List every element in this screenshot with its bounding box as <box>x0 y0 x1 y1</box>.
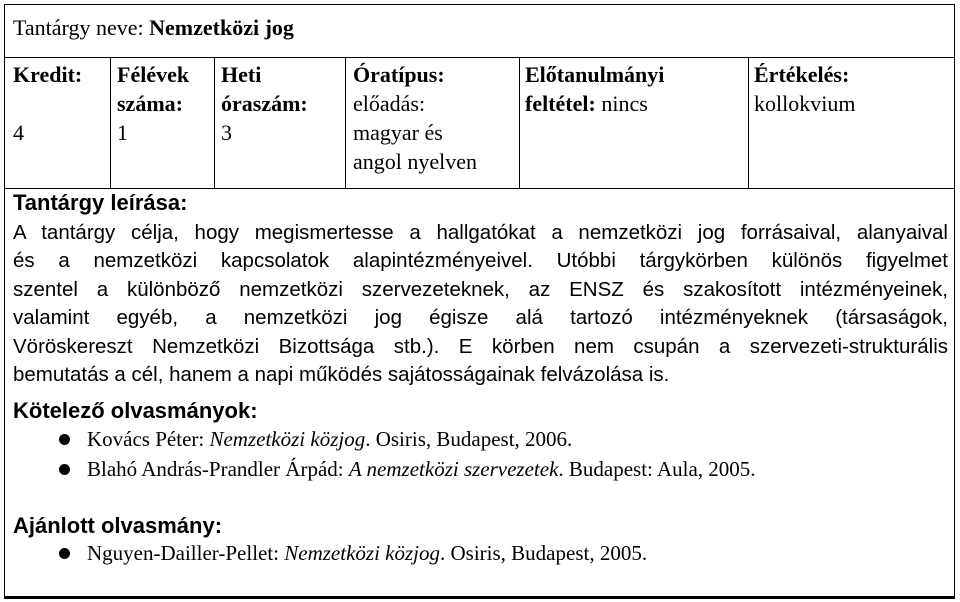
description-line: Vöröskereszt Nemzetközi Bizottsága stb.). E körben nem csupán a szervezeti-strukturális <box>13 334 948 358</box>
credit-cell <box>13 60 109 188</box>
type-label: Óratípus: <box>353 62 445 87</box>
credit-value: 4 <box>13 120 24 145</box>
description-line: bemutatás a cél, hanem a napi működés sajátosságainak felvázolása is. <box>13 363 670 387</box>
semester-cell <box>117 60 213 188</box>
bottom-rule <box>4 596 955 599</box>
description-line: valamint egyéb, a nemzetközi jog égisze alá tartozó intézményeknek (társaságok, <box>13 306 948 330</box>
required-readings-list <box>5 424 756 484</box>
reading-publisher: . Budapest: Aula, 2005. <box>558 457 756 481</box>
credit-label: Kredit: <box>13 62 83 87</box>
bullet-icon <box>59 464 70 475</box>
course-name-row <box>5 5 954 58</box>
list-item <box>5 424 756 454</box>
divider <box>519 58 520 188</box>
divider <box>110 58 111 188</box>
divider <box>345 58 346 188</box>
reading-title: A nemzetközi szervezetek <box>348 457 559 481</box>
bullet-icon <box>59 434 70 445</box>
reading-author: Kovács Péter: <box>87 427 210 451</box>
divider <box>214 58 215 188</box>
description-line: A tantárgy célja, hogy megismertesse a hallgatókat a nemzetközi jog forrásaival, alanyaival <box>13 221 948 244</box>
reading-author: Nguyen-Dailler-Pellet: <box>87 541 285 565</box>
course-name-value: Nemzetközi jog <box>149 15 294 40</box>
type-value-1: előadás: <box>353 91 426 116</box>
prerequisite-cell <box>525 60 745 188</box>
weekly-label-1: Heti <box>221 62 262 87</box>
weekly-hours-cell <box>221 60 341 188</box>
evaluation-cell <box>754 60 950 188</box>
course-name <box>13 15 294 41</box>
reading-title: Nemzetközi közjog <box>209 427 366 451</box>
required-readings-heading: Kötelező olvasmányok: <box>13 398 258 423</box>
description-heading: Tantárgy leírása: <box>13 190 188 215</box>
description-text <box>13 219 948 389</box>
header-bottom-rule <box>5 188 954 189</box>
type-value-3: angol nyelven <box>353 149 478 174</box>
description-line: és a nemzetközi kapcsolatok alapintézményeivel. Utóbbi tárgykörben különös figyelmet <box>13 249 948 273</box>
course-name-label: Tantárgy neve: <box>13 15 144 40</box>
reading-author: Blahó András-Prandler Árpád: <box>87 457 349 481</box>
recommended-reading-heading: Ajánlott olvasmány: <box>13 513 223 538</box>
prereq-value: nincs <box>601 91 648 116</box>
divider <box>748 58 749 188</box>
prereq-label-1: Előtanulmányi <box>525 62 665 87</box>
prereq-label-2: feltétel: <box>525 91 596 116</box>
type-value-2: magyar és <box>353 120 443 145</box>
recommended-reading-list <box>5 538 647 568</box>
semester-label-2: száma: <box>117 91 183 116</box>
class-type-cell <box>353 60 517 188</box>
semester-label-1: Félévek <box>117 62 190 87</box>
eval-value: kollokvium <box>754 91 856 116</box>
weekly-label-2: óraszám: <box>221 91 308 116</box>
list-item <box>5 538 647 568</box>
bullet-icon <box>59 548 70 559</box>
course-sheet <box>4 4 955 598</box>
semester-value: 1 <box>117 120 128 145</box>
weekly-value: 3 <box>221 120 232 145</box>
list-item <box>5 454 756 484</box>
description-line: szentel a különböző nemzetközi szervezeteknek, az ENSZ és szakosított intézményeinek, <box>13 277 948 301</box>
reading-title: Nemzetközi közjog <box>284 541 440 565</box>
reading-publisher: . Osiris, Budapest, 2006. <box>365 427 573 451</box>
eval-label: Értékelés: <box>754 62 850 87</box>
reading-publisher: . Osiris, Budapest, 2005. <box>440 541 648 565</box>
